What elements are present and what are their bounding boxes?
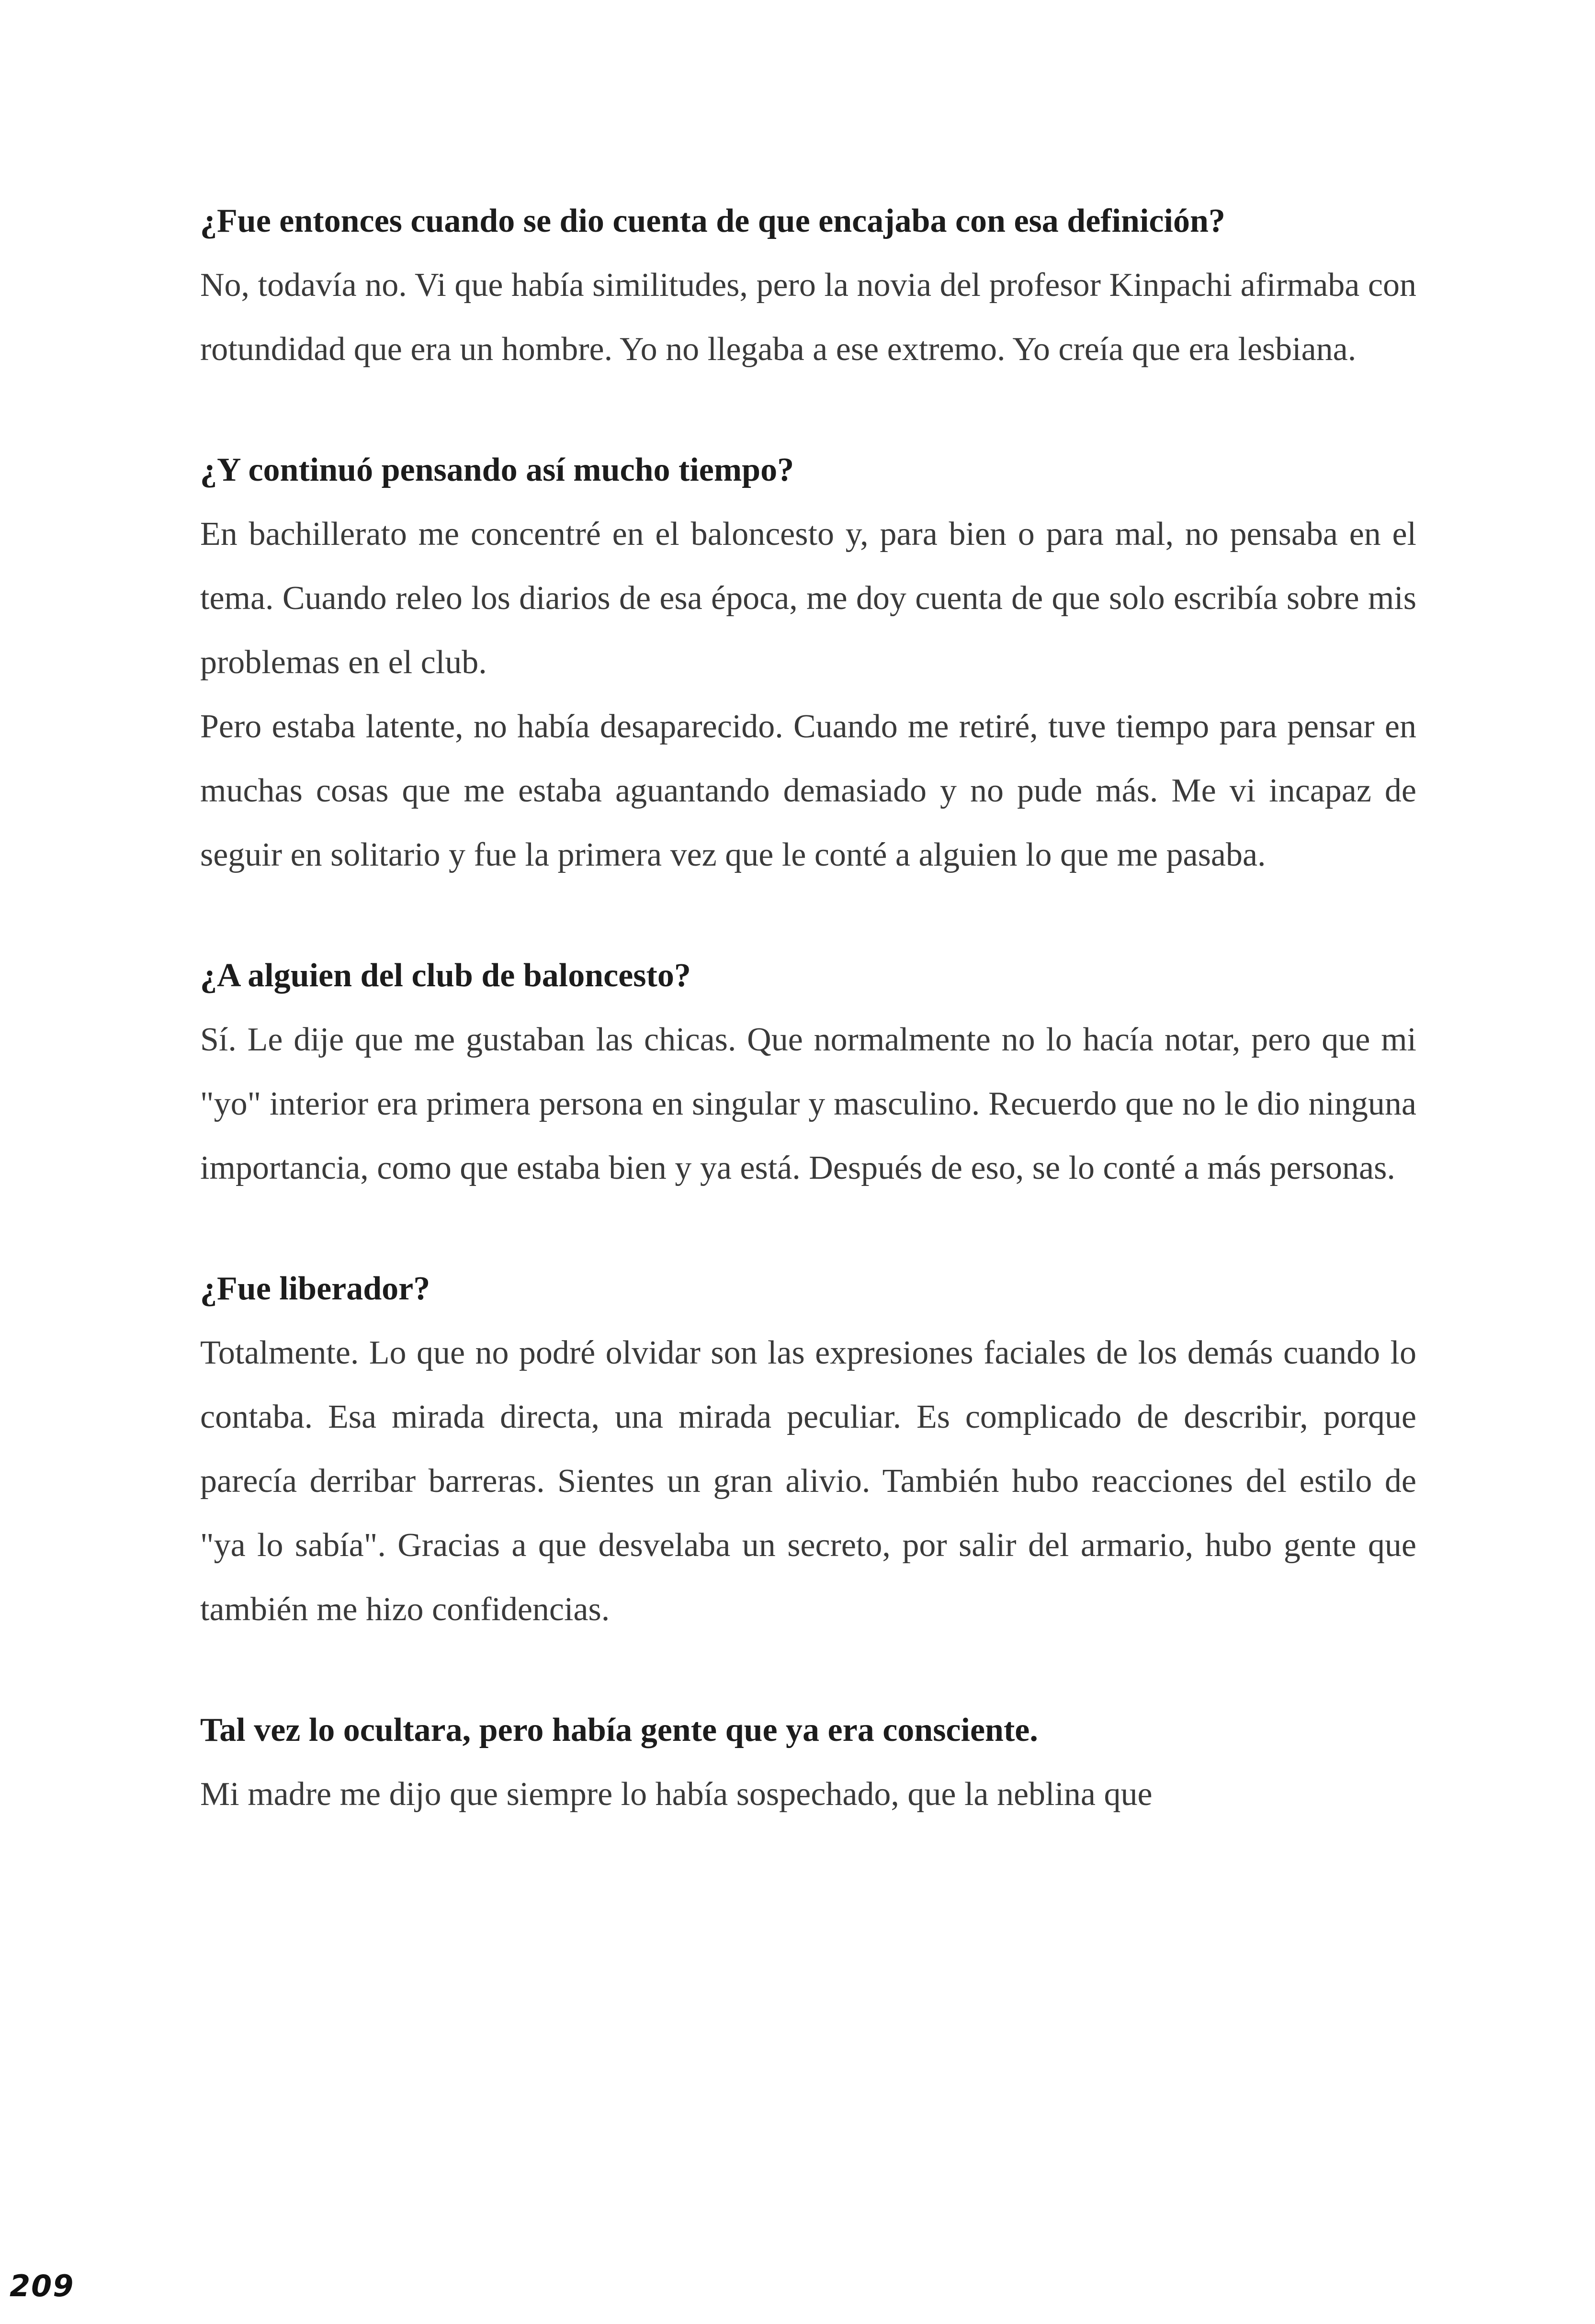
answer-5: Mi madre me dijo que siempre lo había sospechado, que la neblina que — [200, 1776, 1153, 1813]
page-text — [200, 189, 1416, 1883]
page-number: 209 — [10, 2268, 75, 2303]
question-5: Tal vez lo ocultara, pero había gente que ya era consciente. — [200, 1712, 1038, 1749]
qa-block-3 — [200, 944, 1416, 1200]
answer-3: Sí. Le dije que me gustaban las chicas. Que normalmente no lo hacía notar, pero que mi "yo" interior era primera persona en singular y masculino. Recuerdo que no le dio ninguna importancia, como que estaba bien y ya está. Después de eso, se lo conté a más personas. — [200, 1021, 1416, 1186]
answer-2-paragraph-1: En bachillerato me concentré en el baloncesto y, para bien o para mal, no pensaba en el tema. Cuando releo los diarios de esa época, me doy cuenta de que solo escribía sobre mis problemas en el club. — [200, 516, 1416, 681]
qa-block-4 — [200, 1257, 1416, 1642]
qa-block-2 — [200, 438, 1416, 887]
answer-1: No, todavía no. Vi que había similitudes, pero la novia del profesor Kinpachi afirmaba con rotundidad que era un hombre. Yo no llegaba a ese extremo. Yo creía que era lesbiana. — [200, 267, 1416, 368]
question-3: ¿A alguien del club de baloncesto? — [200, 957, 691, 994]
qa-block-5 — [200, 1698, 1416, 1827]
question-2: ¿Y continuó pensando así mucho tiempo? — [200, 451, 794, 488]
answer-4: Totalmente. Lo que no podré olvidar son las expresiones faciales de los demás cuando lo contaba. Esa mirada directa, una mirada peculiar. Es complicado de describir, porque parecía derribar barreras. Sientes un gran alivio. También hubo reacciones del estilo de "ya lo sabía". Gracias a que desvelaba un secreto, por salir del armario, hubo gente que también me hizo confidencias. — [200, 1334, 1416, 1628]
qa-block-1 — [200, 189, 1416, 382]
answer-2-paragraph-2: Pero estaba latente, no había desaparecido. Cuando me retiré, tuve tiempo para pensar en muchas cosas que me estaba aguantando demasiado y no pude más. Me vi incapaz de seguir en solitario y fue la primera vez que le conté a alguien lo que me pasaba. — [200, 708, 1416, 873]
question-4: ¿Fue liberador? — [200, 1270, 430, 1307]
question-1: ¿Fue entonces cuando se dio cuenta de que encajaba con esa definición? — [200, 203, 1225, 239]
